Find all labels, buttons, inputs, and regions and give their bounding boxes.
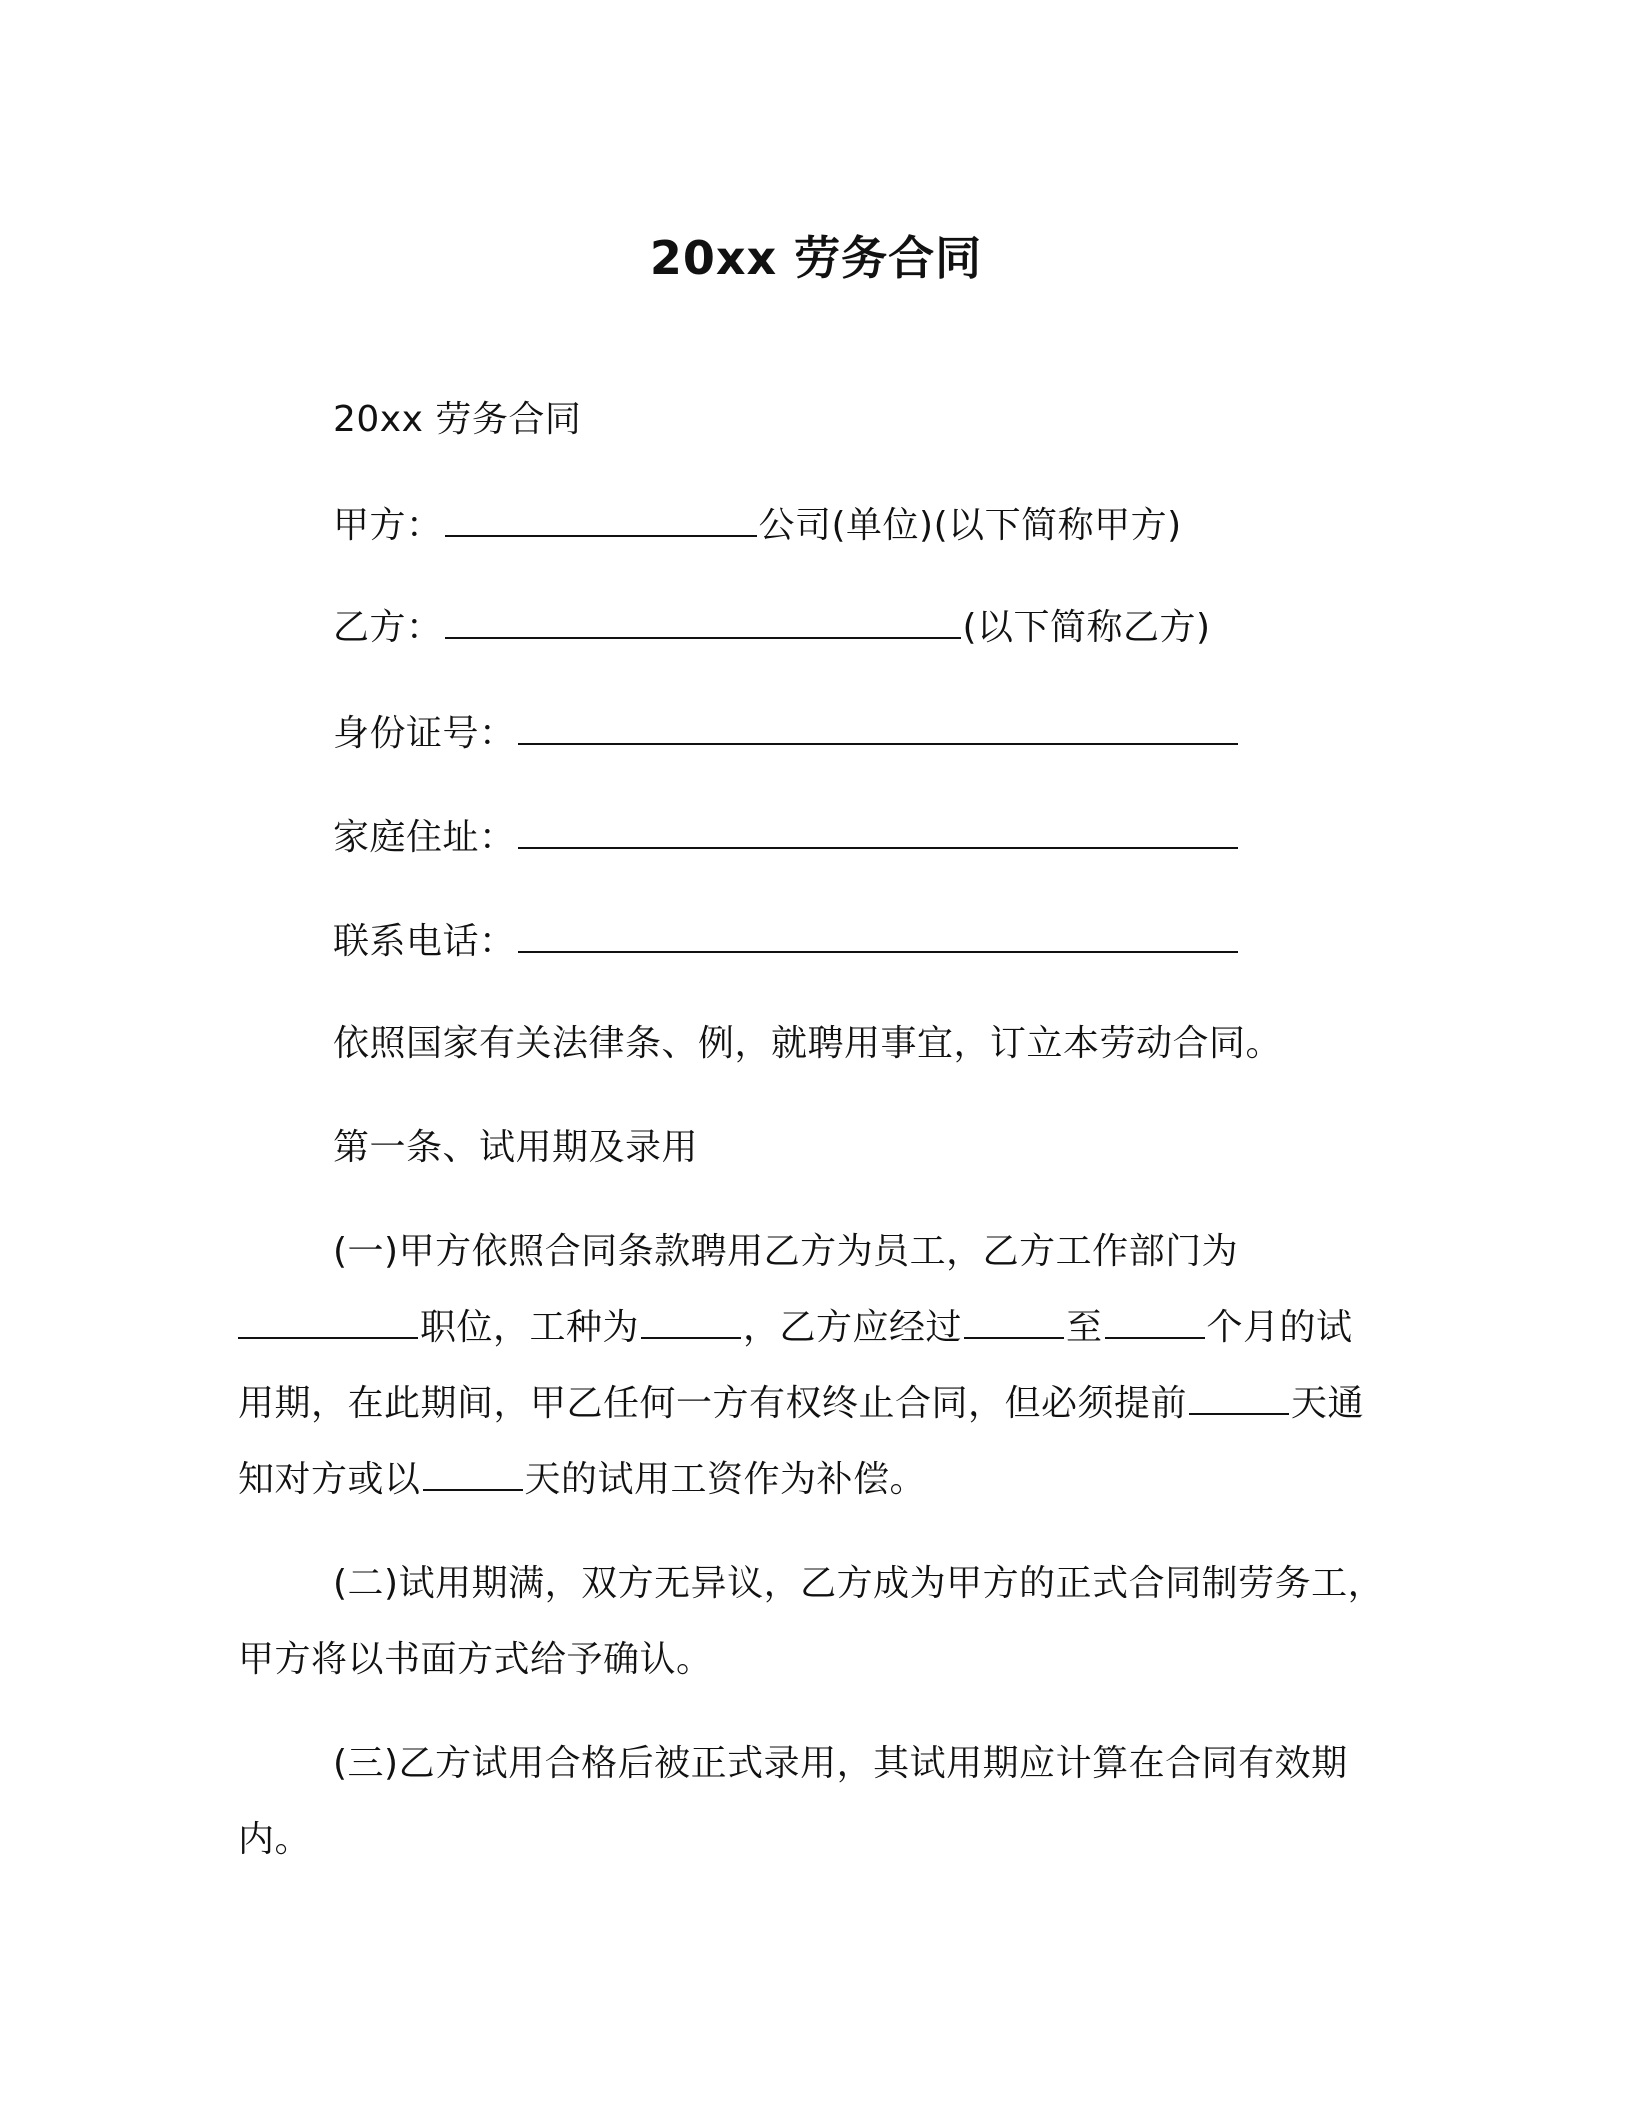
party-a-line xyxy=(333,504,1182,548)
party-b-blank xyxy=(445,607,961,639)
party-b-suffix: (以下简称乙方) xyxy=(962,607,1211,648)
party-a-label: 甲方： xyxy=(333,505,443,546)
id-number-line xyxy=(333,712,1240,756)
compensation-days-blank xyxy=(423,1459,523,1491)
preamble: 依照国家有关法律条、例，就聘用事宜，订立本劳动合同。 xyxy=(333,1023,1283,1064)
document-subtitle: 20xx 劳务合同 xyxy=(333,399,582,440)
clause1-line4 xyxy=(238,1458,926,1502)
probation-min-blank xyxy=(964,1307,1064,1339)
phone-blank xyxy=(518,921,1238,953)
article1-heading: 第一条、试用期及录用 xyxy=(333,1127,699,1168)
party-b-label: 乙方： xyxy=(333,607,443,648)
phone-label: 联系电话： xyxy=(333,921,516,962)
clause1-text-position: 职位，工种为 xyxy=(420,1307,640,1348)
clause1-text-to: 至 xyxy=(1066,1307,1103,1348)
party-a-blank xyxy=(445,505,757,537)
clause3-line2: 内。 xyxy=(238,1819,312,1860)
clause1-text-termination: 用期，在此期间，甲乙任何一方有权终止合同，但必须提前 xyxy=(238,1383,1188,1424)
clause1-line2 xyxy=(238,1306,1353,1350)
phone-line xyxy=(333,920,1240,964)
document-title: 20xx 劳务合同 xyxy=(649,231,983,285)
party-b-line xyxy=(333,606,1211,650)
clause1-text-probation: ，乙方应经过 xyxy=(743,1307,963,1348)
clause1-line3 xyxy=(238,1382,1364,1426)
clause1-line1: (一)甲方依照合同条款聘用乙方为员工，乙方工作部门为 xyxy=(333,1231,1239,1272)
clause1-text-or: 知对方或以 xyxy=(238,1459,421,1500)
probation-max-blank xyxy=(1105,1307,1205,1339)
clause2-line1: (二)试用期满，双方无异议，乙方成为甲方的正式合同制劳务工， xyxy=(333,1563,1385,1604)
home-address-blank xyxy=(518,817,1238,849)
home-address-line xyxy=(333,816,1240,860)
id-number-blank xyxy=(518,713,1238,745)
job-type-blank xyxy=(641,1307,741,1339)
department-blank xyxy=(238,1307,418,1339)
clause1-text-compensation: 天的试用工资作为补偿。 xyxy=(524,1459,927,1500)
notice-days-blank xyxy=(1189,1383,1289,1415)
home-address-label: 家庭住址： xyxy=(333,817,516,858)
clause2-line2: 甲方将以书面方式给予确认。 xyxy=(238,1639,713,1680)
party-a-suffix: 公司(单位)(以下简称甲方) xyxy=(758,505,1182,546)
clause1-text-months: 个月的试 xyxy=(1206,1307,1353,1348)
clause3-line1: (三)乙方试用合格后被正式录用，其试用期应计算在合同有效期 xyxy=(333,1743,1348,1784)
id-number-label: 身份证号： xyxy=(333,713,516,754)
clause1-text-notice: 天通 xyxy=(1291,1383,1365,1424)
